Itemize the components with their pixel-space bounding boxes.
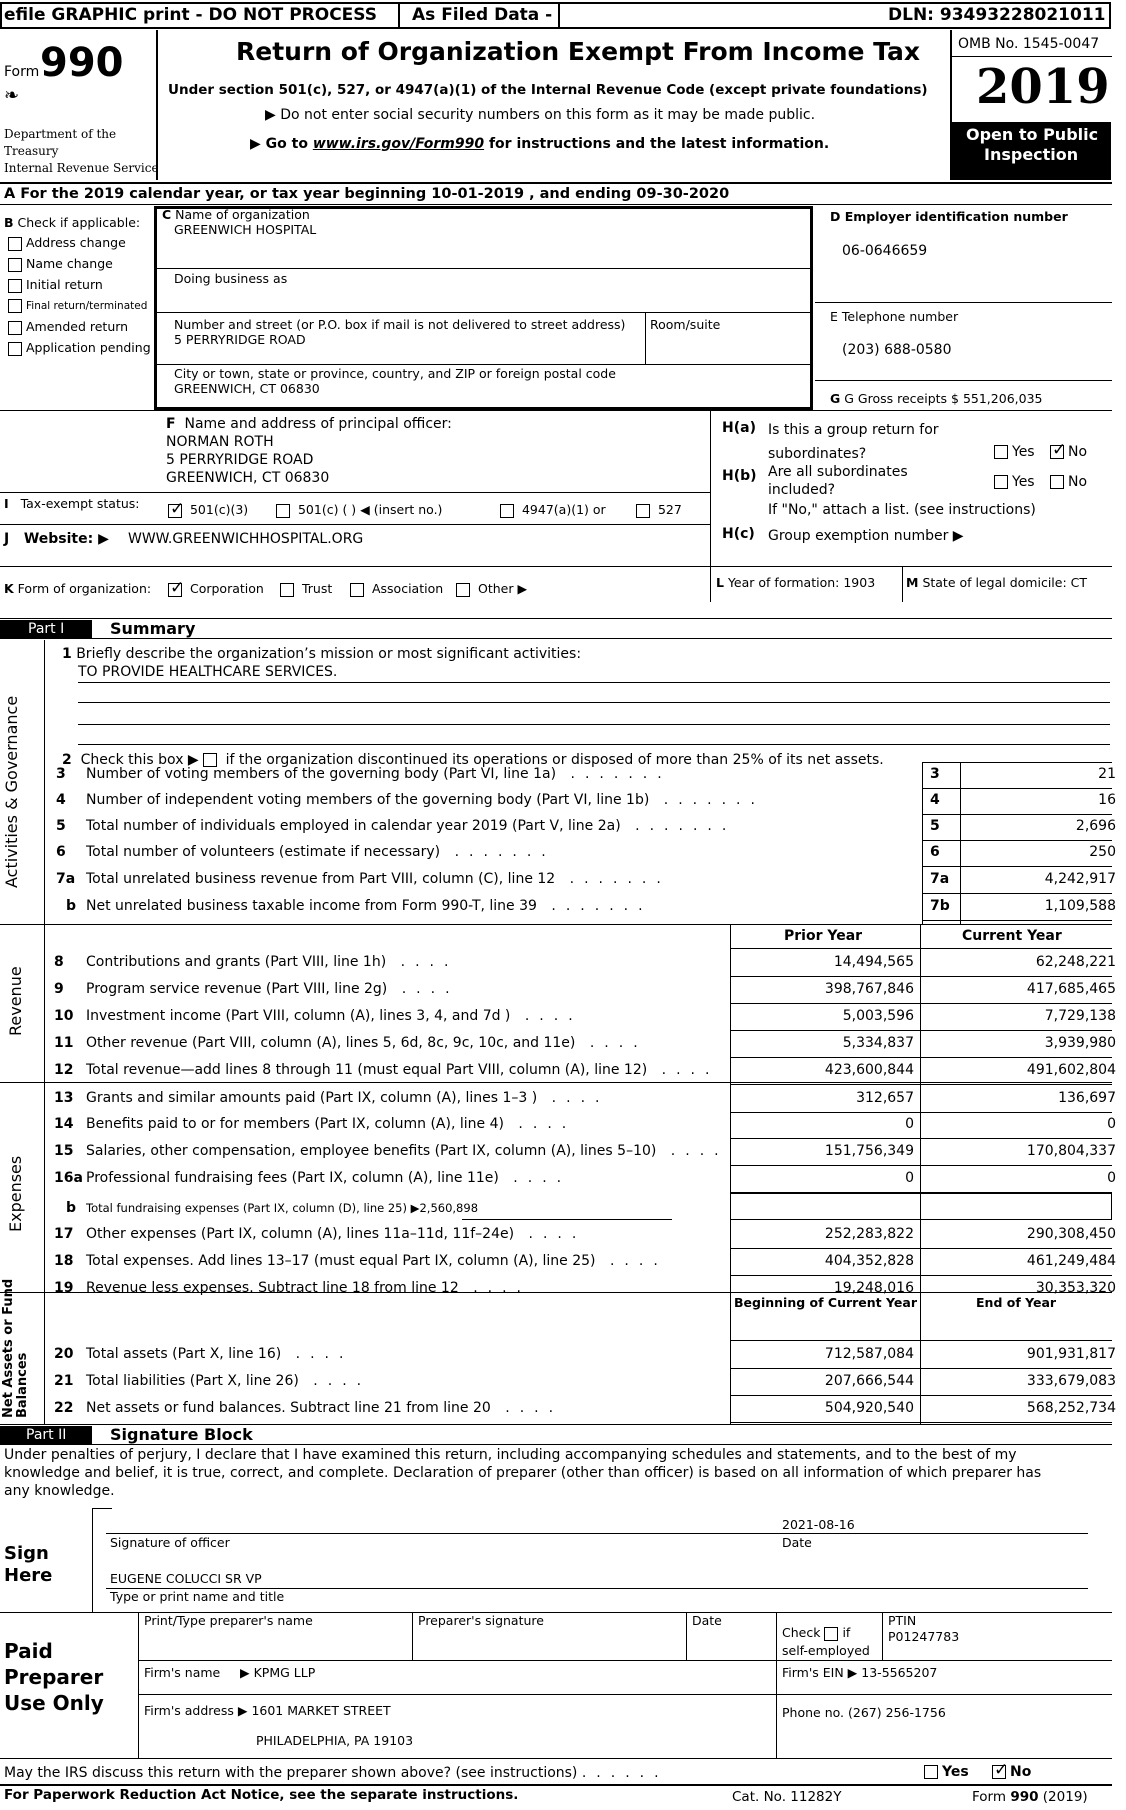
corporation-checkbox[interactable] <box>168 583 182 597</box>
col-end: End of Year <box>976 1295 1057 1310</box>
line-text: Total revenue—add lines 8 through 11 (must equal Part VIII, column (A), line 12) .... <box>86 1062 720 1078</box>
as-filed-label: As Filed Data - <box>412 5 553 25</box>
prior-value: 5,334,837 <box>842 1035 914 1051</box>
ha-yes[interactable]: Yes <box>994 444 1035 460</box>
dba-label: Doing business as <box>174 271 288 286</box>
firm-name-label: Firm's name <box>144 1665 221 1680</box>
gov-row-line <box>922 788 1112 789</box>
discuss-no[interactable]: ✓ No <box>992 1764 1031 1780</box>
b-address-change[interactable]: Address change <box>8 236 126 251</box>
ptin-value: P01247783 <box>888 1629 960 1644</box>
current-value: 3,939,980 <box>1044 1035 1116 1051</box>
col-prior-year: Prior Year <box>784 928 863 944</box>
hb-question-1: Are all subordinates <box>768 464 908 480</box>
line-number: 9 <box>54 981 64 997</box>
paid-3: Use Only <box>4 1691 104 1715</box>
firm-name: ▶ KPMG LLP <box>240 1665 316 1680</box>
line-text: Net assets or fund balances. Subtract line 21 from line 20 .... <box>86 1400 564 1416</box>
line-text: Total assets (Part X, line 16) .... <box>86 1346 354 1362</box>
line-number: 10 <box>54 1008 74 1024</box>
penalty-1: Under penalties of perjury, I declare that I have examined this return, including accompanying schedules and statements, and to the best of my <box>4 1447 1017 1463</box>
part2-title: Signature Block <box>110 1425 253 1444</box>
ha-no-checkbox[interactable] <box>1050 445 1064 459</box>
dept-line-3: Internal Revenue Service <box>4 161 159 175</box>
line-text: Other expenses (Part IX, column (A), lines 11a–11d, 11f–24e) .... <box>86 1226 587 1242</box>
gov-box-number: 5 <box>930 818 940 834</box>
row-line <box>730 1112 1112 1113</box>
row-line <box>730 1057 1112 1058</box>
b-name-change[interactable]: Name change <box>8 257 113 272</box>
prior-value: 504,920,540 <box>824 1400 914 1416</box>
paid-1: Paid <box>4 1639 53 1663</box>
4947-checkbox[interactable] <box>500 504 514 518</box>
part1-tag-text: Part I <box>28 621 65 637</box>
current-value: 461,249,484 <box>1026 1253 1116 1269</box>
gov-value: 2,696 <box>1075 818 1116 834</box>
row-line <box>730 1084 1112 1085</box>
city-value: GREENWICH, CT 06830 <box>174 381 320 396</box>
line-number: 16a <box>54 1170 83 1186</box>
current-value: 62,248,221 <box>1035 954 1116 970</box>
dept-line-2: Treasury <box>4 144 59 158</box>
current-value: 417,685,465 <box>1026 981 1116 997</box>
row-line <box>730 1248 1112 1249</box>
line-number: 18 <box>54 1253 74 1269</box>
line-text: Investment income (Part VIII, column (A), lines 3, 4, and 7d ) .... <box>86 1008 583 1024</box>
b-title: B Check if applicable: <box>4 215 141 230</box>
website-value: WWW.GREENWICHHOSPITAL.ORG <box>128 531 364 547</box>
prior-value: 312,657 <box>856 1090 914 1106</box>
527-checkbox[interactable] <box>636 504 650 518</box>
current-value: 30,353,320 <box>1035 1280 1116 1296</box>
side-revenue: Revenue <box>6 966 25 1036</box>
prior-value: 14,494,565 <box>833 954 914 970</box>
prior-value: 0 <box>905 1116 914 1132</box>
current-value: 333,679,083 <box>1026 1373 1116 1389</box>
dln: DLN: 93493228021011 <box>888 5 1106 25</box>
sign-date: 2021-08-16 <box>782 1517 855 1532</box>
form-title: Return of Organization Exempt From Income Tax <box>236 37 920 66</box>
gov-value: 250 <box>1089 844 1116 860</box>
prior-value: 151,756,349 <box>824 1143 914 1159</box>
ptin-label: PTIN <box>888 1613 917 1628</box>
k-other[interactable]: Other ▶ <box>456 582 527 597</box>
ein-label: D Employer identification number <box>830 209 1068 224</box>
i-4947[interactable]: 4947(a)(1) or <box>500 503 606 518</box>
gov-box-number: 4 <box>930 792 940 808</box>
gov-value: 1,109,588 <box>1044 898 1116 914</box>
prior-value: 207,666,544 <box>824 1373 914 1389</box>
goto-note: ▶ Go to www.irs.gov/Form990 for instructions and the latest information. <box>250 136 830 152</box>
gov-line-number: 5 <box>56 818 66 834</box>
row-line <box>730 976 1112 977</box>
officer-street: 5 PERRYRIDGE ROAD <box>166 452 314 468</box>
gov-line-number: b <box>66 898 77 914</box>
cell-divider <box>920 1193 921 1220</box>
501c-checkbox[interactable] <box>276 504 290 518</box>
current-value: 170,804,337 <box>1026 1143 1116 1159</box>
current-value: 0 <box>1107 1170 1116 1186</box>
gov-line-number: 3 <box>56 766 66 782</box>
line-text: Grants and similar amounts paid (Part IX, column (A), lines 1–3 ) .... <box>86 1090 610 1106</box>
prep-name-label: Print/Type preparer's name <box>144 1613 313 1628</box>
part2-tag-text: Part II <box>26 1427 67 1443</box>
self-employed-label: self-employed <box>782 1643 870 1658</box>
final-return-checkbox[interactable] <box>8 299 22 313</box>
i-501c3[interactable]: ✓ 501(c)(3) <box>168 503 248 518</box>
b-initial-return[interactable]: Initial return <box>8 278 103 293</box>
line-text: Other revenue (Part VIII, column (A), lines 5, 6d, 8c, 9c, 10c, and 11e) .... <box>86 1035 648 1051</box>
name-title-label: Type or print name and title <box>110 1589 285 1604</box>
phone-value: (203) 688-0580 <box>842 342 952 358</box>
j-label: J Website: ▶ <box>4 531 109 547</box>
line-number: 12 <box>54 1062 74 1078</box>
hc-tag: H(c) <box>722 526 755 542</box>
discuss-no-checkbox[interactable] <box>992 1765 1006 1779</box>
line-text: Professional fundraising fees (Part IX, column (A), line 11e) .... <box>86 1170 572 1186</box>
phone-label: E Telephone number <box>830 309 959 324</box>
gov-row-line <box>922 814 1112 815</box>
footer-cat: Cat. No. 11282Y <box>732 1789 842 1805</box>
line-a: A For the 2019 calendar year, or tax year beginning 10-01-2019 , and ending 09-30-2020 <box>4 186 730 202</box>
side-expenses: Expenses <box>6 1155 25 1232</box>
gov-row-line <box>922 893 1112 894</box>
line-text: Program service revenue (Part VIII, line 2g) .... <box>86 981 460 997</box>
penalty-3: any knowledge. <box>4 1483 115 1499</box>
line-text: Contributions and grants (Part VIII, line 1h) .... <box>86 954 459 970</box>
eagle-icon: ❧ <box>4 85 20 106</box>
row-line <box>730 1165 1112 1166</box>
room-label: Room/suite <box>650 317 721 332</box>
footer-form: Form 990 (2019) <box>972 1789 1088 1805</box>
officer-city: GREENWICH, CT 06830 <box>166 470 330 486</box>
paid-2: Preparer <box>4 1665 104 1689</box>
i-label: I Tax-exempt status: <box>4 496 140 511</box>
row-line <box>730 1395 1112 1396</box>
k-trust[interactable]: Trust <box>280 582 332 597</box>
ha-tag: H(a) <box>722 420 756 436</box>
col-divider <box>730 1082 731 1292</box>
irs-link[interactable]: www.irs.gov/Form990 <box>312 136 485 152</box>
form-subtitle: Under section 501(c), 527, or 4947(a)(1) of the Internal Revenue Code (except private foundations) <box>168 82 928 98</box>
gov-row-line <box>922 866 1112 867</box>
prior-value: 404,352,828 <box>824 1253 914 1269</box>
l1-text: 1 Briefly describe the organization’s mission or most significant activities: <box>62 646 582 662</box>
current-value: 136,697 <box>1058 1090 1116 1106</box>
row-line <box>730 1368 1112 1369</box>
name-change-checkbox[interactable] <box>8 258 22 272</box>
org-name: GREENWICH HOSPITAL <box>174 222 317 237</box>
line-text: Total fundraising expenses (Part IX, column (D), line 25) ▶2,560,898 <box>86 1201 479 1215</box>
line-text: Total expenses. Add lines 13–17 (must equal Part IX, column (A), line 25) .... <box>86 1253 668 1269</box>
line-number: 21 <box>54 1373 74 1389</box>
self-employed-checkbox[interactable] <box>824 1627 838 1641</box>
side-net: Net Assets or Fund Balances <box>1 1278 30 1418</box>
discuss-yes[interactable]: Yes <box>924 1764 969 1780</box>
gov-line-text: Number of voting members of the governing body (Part VI, line 1a) ....... <box>86 766 672 782</box>
line-number: 17 <box>54 1226 74 1242</box>
street-value: 5 PERRYRIDGE ROAD <box>174 332 306 347</box>
ha-no[interactable]: ✓ No <box>1050 444 1087 460</box>
line-text: Total liabilities (Part X, line 26) .... <box>86 1373 372 1389</box>
prior-value: 398,767,846 <box>824 981 914 997</box>
col-begin: Beginning of Current Year <box>734 1295 917 1310</box>
gov-line-text: Total unrelated business revenue from Part VIII, column (C), line 12 ....... <box>86 871 671 887</box>
hb-yes-checkbox[interactable] <box>994 475 1008 489</box>
firm-phone: Phone no. (267) 256-1756 <box>782 1705 946 1720</box>
line-text: Salaries, other compensation, employee benefits (Part IX, column (A), lines 5–10) .... <box>86 1143 729 1159</box>
omb-number: OMB No. 1545-0047 <box>958 36 1100 52</box>
gov-line-text: Net unrelated business taxable income from Form 990-T, line 39 ....... <box>86 898 653 914</box>
row-line <box>730 1003 1112 1004</box>
gov-row-line <box>922 920 1112 921</box>
sign-label-1: Sign <box>4 1543 49 1564</box>
legal-domicile: M State of legal domicile: CT <box>906 575 1088 590</box>
firm-address-2: PHILADELPHIA, PA 19103 <box>256 1733 414 1748</box>
k-association[interactable]: Association <box>350 582 443 597</box>
firm-address-label: Firm's address ▶ 1601 MARKET STREET <box>144 1703 391 1718</box>
trust-checkbox[interactable] <box>280 583 294 597</box>
gov-box-number: 3 <box>930 766 940 782</box>
c-name-label: C Name of organization <box>162 207 310 222</box>
form-word: Form <box>4 64 40 80</box>
f-label: F Name and address of principal officer: <box>166 416 452 432</box>
col-current-year: Current Year <box>962 928 1062 944</box>
prep-date-label: Date <box>692 1613 722 1628</box>
b-application-pending[interactable]: Application pending <box>8 341 151 356</box>
initial-return-checkbox[interactable] <box>8 279 22 293</box>
mission-text: TO PROVIDE HEALTHCARE SERVICES. <box>78 664 338 680</box>
prior-value: 0 <box>905 1170 914 1186</box>
gov-line-number: 4 <box>56 792 66 808</box>
discuss-question: May the IRS discuss this return with the preparer shown above? (see instructions) ...... <box>4 1765 669 1781</box>
gov-box-number: 6 <box>930 844 940 860</box>
underline <box>462 1219 672 1220</box>
i-501c[interactable]: 501(c) ( ) ◀ (insert no.) <box>276 503 442 518</box>
line-number: 14 <box>54 1116 74 1132</box>
city-label: City or town, state or province, country, and ZIP or foreign postal code <box>174 366 616 381</box>
prior-value: 252,283,822 <box>824 1226 914 1242</box>
k-label: K Form of organization: <box>4 581 152 596</box>
officer-printed: EUGENE COLUCCI SR VP <box>110 1571 262 1586</box>
ssn-note: ▶ Do not enter social security numbers on this form as it may be made public. <box>265 107 816 123</box>
gov-value: 21 <box>1098 766 1116 782</box>
prior-value: 5,003,596 <box>842 1008 914 1024</box>
footer-notice: For Paperwork Reduction Act Notice, see the separate instructions. <box>4 1787 519 1803</box>
efile-label: efile GRAPHIC print - DO NOT PROCESS <box>4 5 378 25</box>
gross-receipts: G G Gross receipts $ 551,206,035 <box>830 391 1043 406</box>
discontinued-checkbox[interactable] <box>203 753 217 767</box>
association-checkbox[interactable] <box>350 583 364 597</box>
gov-box-number: 7a <box>930 871 950 887</box>
gov-line-number: 6 <box>56 844 66 860</box>
hb-question-2: included? <box>768 482 836 498</box>
k-corporation[interactable]: ✓ Corporation <box>168 582 264 597</box>
gov-value: 4,242,917 <box>1044 871 1116 887</box>
line-number: 15 <box>54 1143 74 1159</box>
current-value: 491,602,804 <box>1026 1062 1116 1078</box>
i-527[interactable]: 527 <box>636 503 682 518</box>
gov-line-text: Total number of individuals employed in calendar year 2019 (Part V, line 2a) ....... <box>86 818 737 834</box>
penalty-2: knowledge and belief, it is true, correct, and complete. Declaration of preparer (other than officer) is based on all information of which preparer has <box>4 1465 1042 1481</box>
year-formation: L Year of formation: 1903 <box>716 575 876 590</box>
501c3-checkbox[interactable] <box>168 504 182 518</box>
line-text: Revenue less expenses. Subtract line 18 from line 12 .... <box>86 1280 532 1296</box>
current-value: 0 <box>1107 1116 1116 1132</box>
line-number: 22 <box>54 1400 74 1416</box>
part1-title: Summary <box>110 619 196 638</box>
gov-line-text: Total number of volunteers (estimate if necessary) ....... <box>86 844 556 860</box>
shaded-cell <box>730 1193 1112 1220</box>
sign-label-2: Here <box>4 1565 53 1586</box>
amended-return-checkbox[interactable] <box>8 321 22 335</box>
current-value: 568,252,734 <box>1026 1400 1116 1416</box>
gov-box-number: 7b <box>930 898 950 914</box>
current-value: 7,729,138 <box>1044 1008 1116 1024</box>
form-number: 990 <box>40 40 124 86</box>
open-public-line-1: Open to Public <box>966 125 1099 144</box>
prior-value: 712,587,084 <box>824 1346 914 1362</box>
row-line <box>730 1030 1112 1031</box>
current-value: 290,308,450 <box>1026 1226 1116 1242</box>
discuss-yes-checkbox[interactable] <box>924 1765 938 1779</box>
open-public-line-2: Inspection <box>984 145 1079 164</box>
hb-no[interactable]: No <box>1050 474 1087 490</box>
address-change-checkbox[interactable] <box>8 237 22 251</box>
hb-tag: H(b) <box>722 468 757 484</box>
prior-value: 423,600,844 <box>824 1062 914 1078</box>
hc-question: Group exemption number ▶ <box>768 528 964 544</box>
fundraising-total: 2,560,898 <box>419 1201 479 1215</box>
signature-field[interactable]: Signature of officer <box>110 1535 230 1550</box>
ha-yes-checkbox[interactable] <box>994 445 1008 459</box>
ein-value: 06-0646659 <box>842 243 928 259</box>
hb-note: If "No," attach a list. (see instructions) <box>768 502 1036 518</box>
sign-date-label: Date <box>782 1535 812 1550</box>
line-number: 8 <box>54 954 64 970</box>
other-checkbox[interactable] <box>456 583 470 597</box>
line-number: b <box>66 1200 77 1216</box>
b-amended-return[interactable]: Amended return <box>8 320 128 335</box>
line-number: 19 <box>54 1280 74 1296</box>
ha-question-2: subordinates? <box>768 446 867 462</box>
row-line <box>730 1422 1112 1423</box>
gov-row-line <box>922 840 1112 841</box>
application-pending-checkbox[interactable] <box>8 342 22 356</box>
current-value: 901,931,817 <box>1026 1346 1116 1362</box>
self-employed[interactable]: Check if <box>782 1625 851 1640</box>
l2-text[interactable]: 2 Check this box ▶ if the organization discontinued its operations or disposed of more than 25% of its net assets. <box>62 752 884 768</box>
side-gov: Activities & Governance <box>2 695 21 888</box>
hb-yes[interactable]: Yes <box>994 474 1035 490</box>
row-line <box>730 1138 1112 1139</box>
line-number: 13 <box>54 1090 74 1106</box>
gov-value: 16 <box>1098 792 1116 808</box>
dept-line-1: Department of the <box>4 127 117 141</box>
line-number: 11 <box>54 1035 74 1051</box>
gov-line-number: 7a <box>56 871 76 887</box>
hb-no-checkbox[interactable] <box>1050 475 1064 489</box>
b-final-return[interactable]: Final return/terminated <box>8 299 147 313</box>
firm-ein: Firm's EIN ▶ 13-5565207 <box>782 1665 938 1680</box>
prior-value: 19,248,016 <box>833 1280 914 1296</box>
line-text: Benefits paid to or for members (Part IX, column (A), line 4) .... <box>86 1116 577 1132</box>
officer-name: NORMAN ROTH <box>166 434 274 450</box>
gov-line-text: Number of independent voting members of the governing body (Part VI, line 1b) ....... <box>86 792 765 808</box>
row-line <box>730 1275 1112 1276</box>
tax-year: 2019 <box>976 59 1110 115</box>
line-number: 20 <box>54 1346 74 1362</box>
ha-question-1: Is this a group return for <box>768 422 939 438</box>
street-label: Number and street (or P.O. box if mail is not delivered to street address) <box>174 317 626 332</box>
prep-sig-label: Preparer's signature <box>418 1613 544 1628</box>
